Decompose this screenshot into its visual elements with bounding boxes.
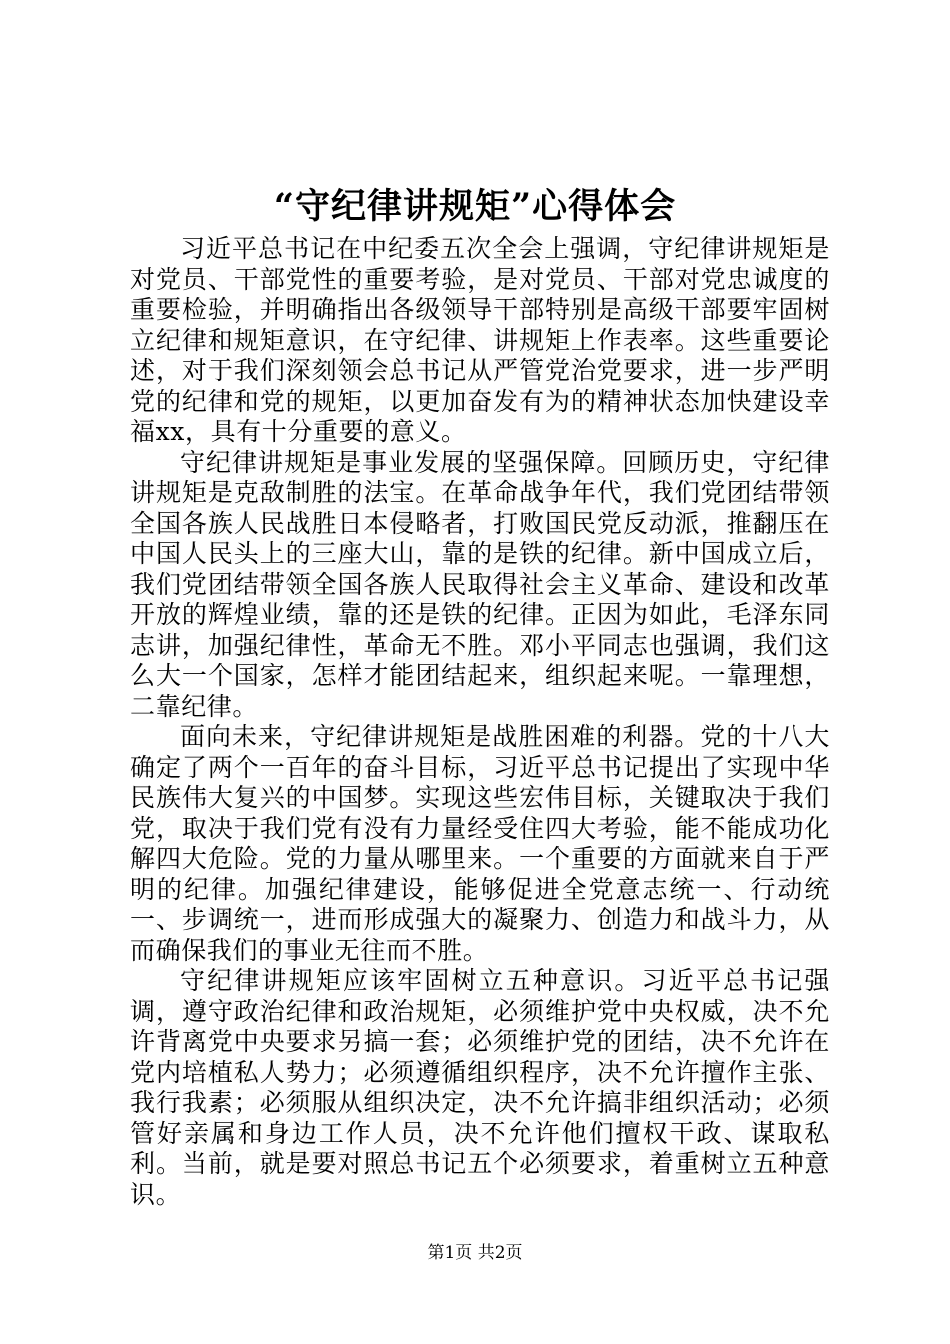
paragraph: 守纪律讲规矩应该牢固树立五种意识。习近平总书记强调，遵守政治纪律和政治规矩，必须维护党中央权威，决不允许背离党中央要求另搞一套；必须维护党的团结，决不允许在党内培植私人势力；必须遵循组织程序，决不允许擅作主张、我行我素；必须服从组织决定，决不允许搞非组织活动；必须管好亲属和身边工作人员，决不允许他们擅权干政、谋取私利。当前，就是要对照总书记五个必须要求，着重树立五种意识。 bbox=[130, 966, 830, 1209]
paragraph: 习近平总书记在中纪委五次全会上强调，守纪律讲规矩是对党员、干部党性的重要考验，是对党员、干部对党忠诚度的重要检验，并明确指出各级领导干部特别是高级干部要牢固树立纪律和规矩意识，在守纪律、讲规矩上作表率。这些重要论述，对于我们深刻领会总书记从严管党治党要求，进一步严明党的纪律和党的规矩，以更加奋发有为的精神状态加快建设幸福xx，具有十分重要的意义。 bbox=[130, 234, 830, 446]
page-number-footer: 第1页 共2页 bbox=[427, 1243, 523, 1263]
document-title: “守纪律讲规矩”心得体会 bbox=[273, 186, 677, 227]
paragraph: 面向未来，守纪律讲规矩是战胜困难的利器。党的十八大确定了两个一百年的奋斗目标，习近平总书记提出了实现中华民族伟大复兴的中国梦。实现这些宏伟目标，关键取决于我们党，取决于我们党有没有力量经受住四大考验，能不能成功化解四大危险。党的力量从哪里来。一个重要的方面就来自于严明的纪律。加强纪律建设，能够促进全党意志统一、行动统一、步调统一，进而形成强大的凝聚力、创造力和战斗力，从而确保我们的事业无往而不胜。 bbox=[130, 722, 830, 965]
document-body bbox=[130, 234, 830, 1210]
paragraph: 守纪律讲规矩是事业发展的坚强保障。回顾历史，守纪律讲规矩是克敌制胜的法宝。在革命战争年代，我们党团结带领全国各族人民战胜日本侵略者，打败国民党反动派，推翻压在中国人民头上的三座大山，靠的是铁的纪律。新中国成立后，我们党团结带领全国各族人民取得社会主义革命、建设和改革开放的辉煌业绩，靠的还是铁的纪律。正因为如此，毛泽东同志讲，加强纪律性，革命无不胜。邓小平同志也强调，我们这么大一个国家，怎样才能团结起来，组织起来呢。一靠理想，二靠纪律。 bbox=[130, 447, 830, 721]
